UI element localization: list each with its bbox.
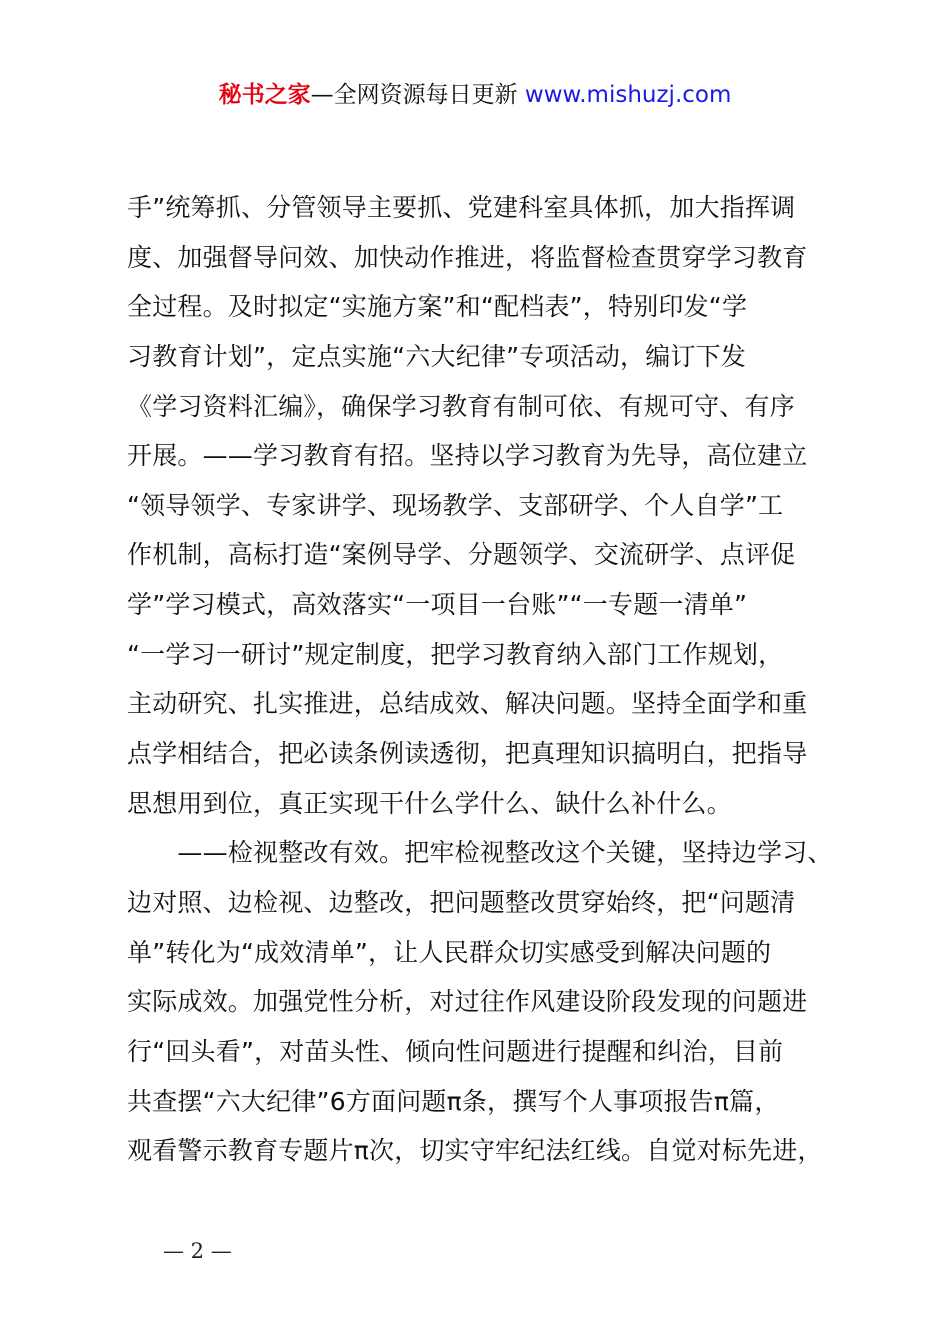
text-line: “一学习一研讨”规定制度，把学习教育纳入部门工作规划， xyxy=(127,639,784,669)
document-body xyxy=(127,183,837,1176)
page-number: — 2 — xyxy=(163,1239,232,1263)
text-line: 主动研究、扎实推进，总结成效、解决问题。坚持全面学和重 xyxy=(127,689,808,719)
text-line: 学”学习模式，高效落实“一项目一台账”“一专题一清单” xyxy=(127,590,748,620)
page-header xyxy=(0,78,950,112)
text-line: “领导领学、专家讲学、现场教学、支部研学、个人自学”工 xyxy=(127,490,784,520)
text-line: 手”统筹抓、分管领导主要抓、党建科室具体抓，加大指挥调 xyxy=(127,193,796,222)
header-site-link[interactable]: www.mishuzj.com xyxy=(524,82,732,108)
text-line: 实际成效。加强党性分析，对过往作风建设阶段发现的问题进 xyxy=(127,987,808,1017)
text-line: 度、加强督导问效、加快动作推进，将监督检查贯穿学习教育 xyxy=(127,242,808,272)
text-line: 《学习资料汇编》，确保学习教育有制可依、有规可守、有序 xyxy=(127,391,795,421)
text-line: 观看警示教育专题片π次，切实守牢纪法红线。自觉对标先进， xyxy=(127,1136,823,1166)
text-line: 思想用到位，真正实现干什么学什么、缺什么补什么。 xyxy=(127,788,732,818)
text-line: 共查摆“六大纪律”6方面问题π条，撰写个人事项报告π篇， xyxy=(127,1086,780,1116)
text-line: ——检视整改有效。把牢检视整改这个关键，坚持边学习、 xyxy=(127,838,833,868)
text-line: 点学相结合，把必读条例读透彻，把真理知识搞明白，把指导 xyxy=(127,739,808,769)
text-line: 边对照、边检视、边整改，把问题整改贯穿始终，把“问题清 xyxy=(127,887,796,917)
header-brand: 秘书之家 xyxy=(218,82,311,108)
text-line: 单”转化为“成效清单”，让人民群众切实感受到解决问题的 xyxy=(127,937,772,967)
text-line: 行“回头看”，对苗头性、倾向性问题进行提醒和纠治，目前 xyxy=(127,1036,784,1066)
text-line: 习教育计划”，定点实施“六大纪律”专项活动，编订下发 xyxy=(127,341,747,371)
text-line: 开展。——学习教育有招。坚持以学习教育为先导，高位建立 xyxy=(127,441,808,471)
text-line: 全过程。及时拟定“实施方案”和“配档表”，特别印发“学 xyxy=(127,292,748,322)
header-slogan: —全网资源每日更新 xyxy=(310,82,525,108)
text-line: 作机制，高标打造“案例导学、分题领学、交流研学、点评促 xyxy=(127,540,796,570)
